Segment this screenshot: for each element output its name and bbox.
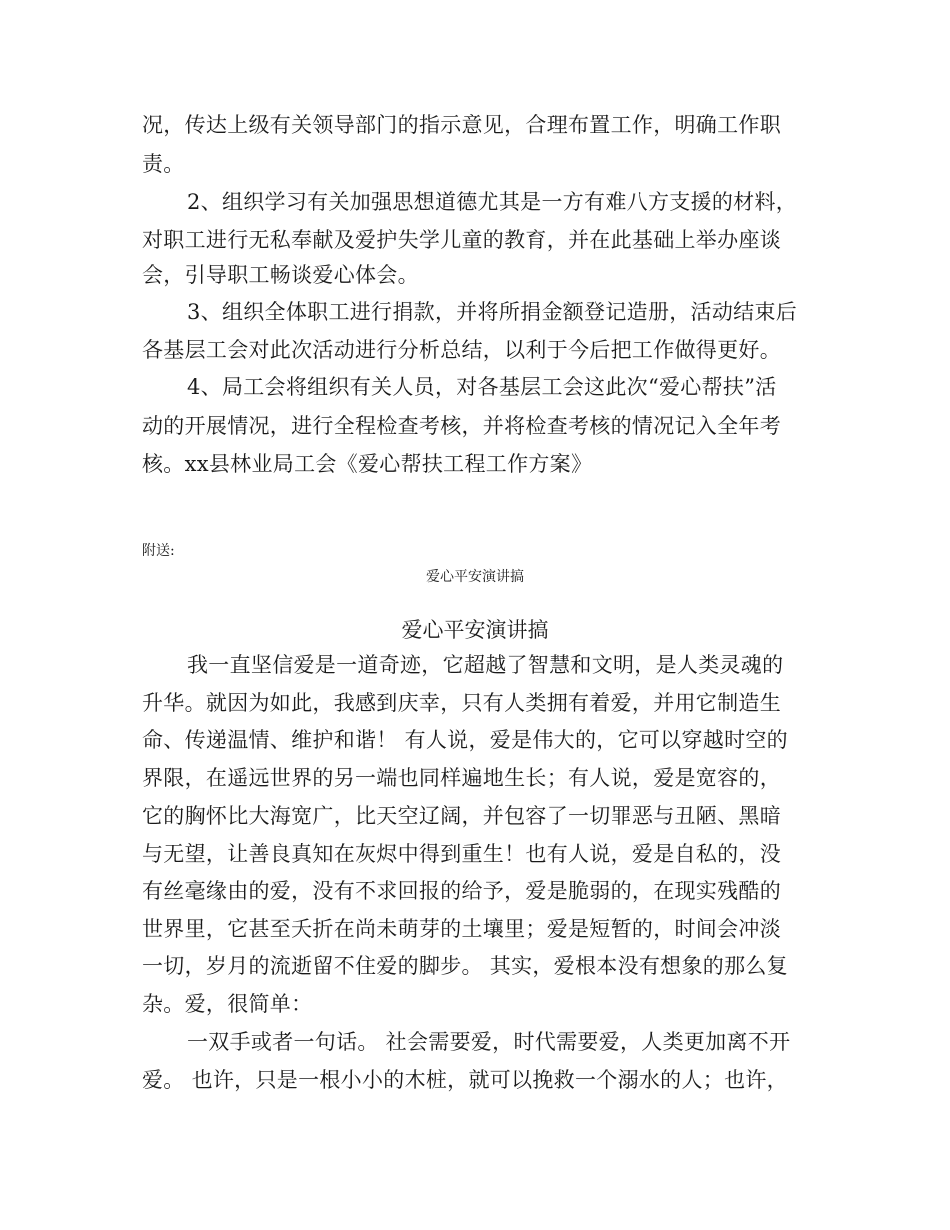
speech-line: 与无望，让善良真知在灰烬中得到重生！也有人说，爱是自私的，没 <box>142 842 781 866</box>
paragraph-line: 动的开展情况，进行全程检查考核，并将检查考核的情况记入全年考 <box>142 414 781 438</box>
paragraph-line: 核。xx县林业局工会《爱心帮扶工程工作方案》 <box>142 452 593 476</box>
paragraph-line: 4、局工会将组织有关人员，对各基层工会这此次“爱心帮扶”活 <box>187 375 777 399</box>
paragraph-line: 3、组织全体职工进行捐款，并将所捐金额登记造册，活动结束后 <box>187 300 798 324</box>
paragraph-line: 况，传达上级有关领导部门的指示意见，合理布置工作，明确工作职 <box>142 113 781 137</box>
paragraph-line: 2、组织学习有关加强思想道德尤其是一方有难八方支援的材料， <box>187 190 798 214</box>
speech-line: 一切，岁月的流逝留不住爱的脚步。 其实，爱根本没有想象的那么复 <box>142 954 788 978</box>
small-title: 爱心平安演讲搞 <box>426 569 524 585</box>
speech-title: 爱心平安演讲搞 <box>401 618 549 642</box>
speech-line: 一双手或者一句话。 社会需要爱，时代需要爱，人类更加离不开 <box>187 1030 791 1054</box>
speech-line: 杂。爱，很简单： <box>142 992 313 1016</box>
paragraph-line: 对职工进行无私奉献及爱护失学儿童的教育，并在此基础上举办座谈 <box>142 228 781 252</box>
paragraph-line: 会，引导职工畅谈爱心体会。 <box>142 263 419 287</box>
speech-line: 我一直坚信爱是一道奇迹，它超越了智慧和文明，是人类灵魂的 <box>187 653 784 677</box>
paragraph-line: 各基层工会对此次活动进行分析总结，以利于今后把工作做得更好。 <box>142 338 781 362</box>
speech-line: 爱。 也许，只是一根小小的木桩，就可以挽救一个溺水的人；也许， <box>142 1068 788 1092</box>
speech-line: 世界里，它甚至夭折在尚未萌芽的土壤里；爱是短暂的，时间会冲淡 <box>142 917 781 941</box>
speech-line: 命、传递温情、维护和谐！ 有人说，爱是伟大的，它可以穿越时空的 <box>142 728 788 752</box>
appendix-label: 附送: <box>142 543 175 559</box>
paragraph-line: 责。 <box>142 152 185 176</box>
speech-line: 升华。就因为如此，我感到庆幸，只有人类拥有着爱，并用它制造生 <box>142 691 781 715</box>
speech-line: 有丝毫缘由的爱，没有不求回报的给予，爱是脆弱的，在现实残酷的 <box>142 879 781 903</box>
speech-line: 它的胸怀比大海宽广，比天空辽阔，并包容了一切罪恶与丑陋、黑暗 <box>142 804 781 828</box>
speech-line: 界限，在遥远世界的另一端也同样遍地生长；有人说，爱是宽容的， <box>142 766 781 790</box>
